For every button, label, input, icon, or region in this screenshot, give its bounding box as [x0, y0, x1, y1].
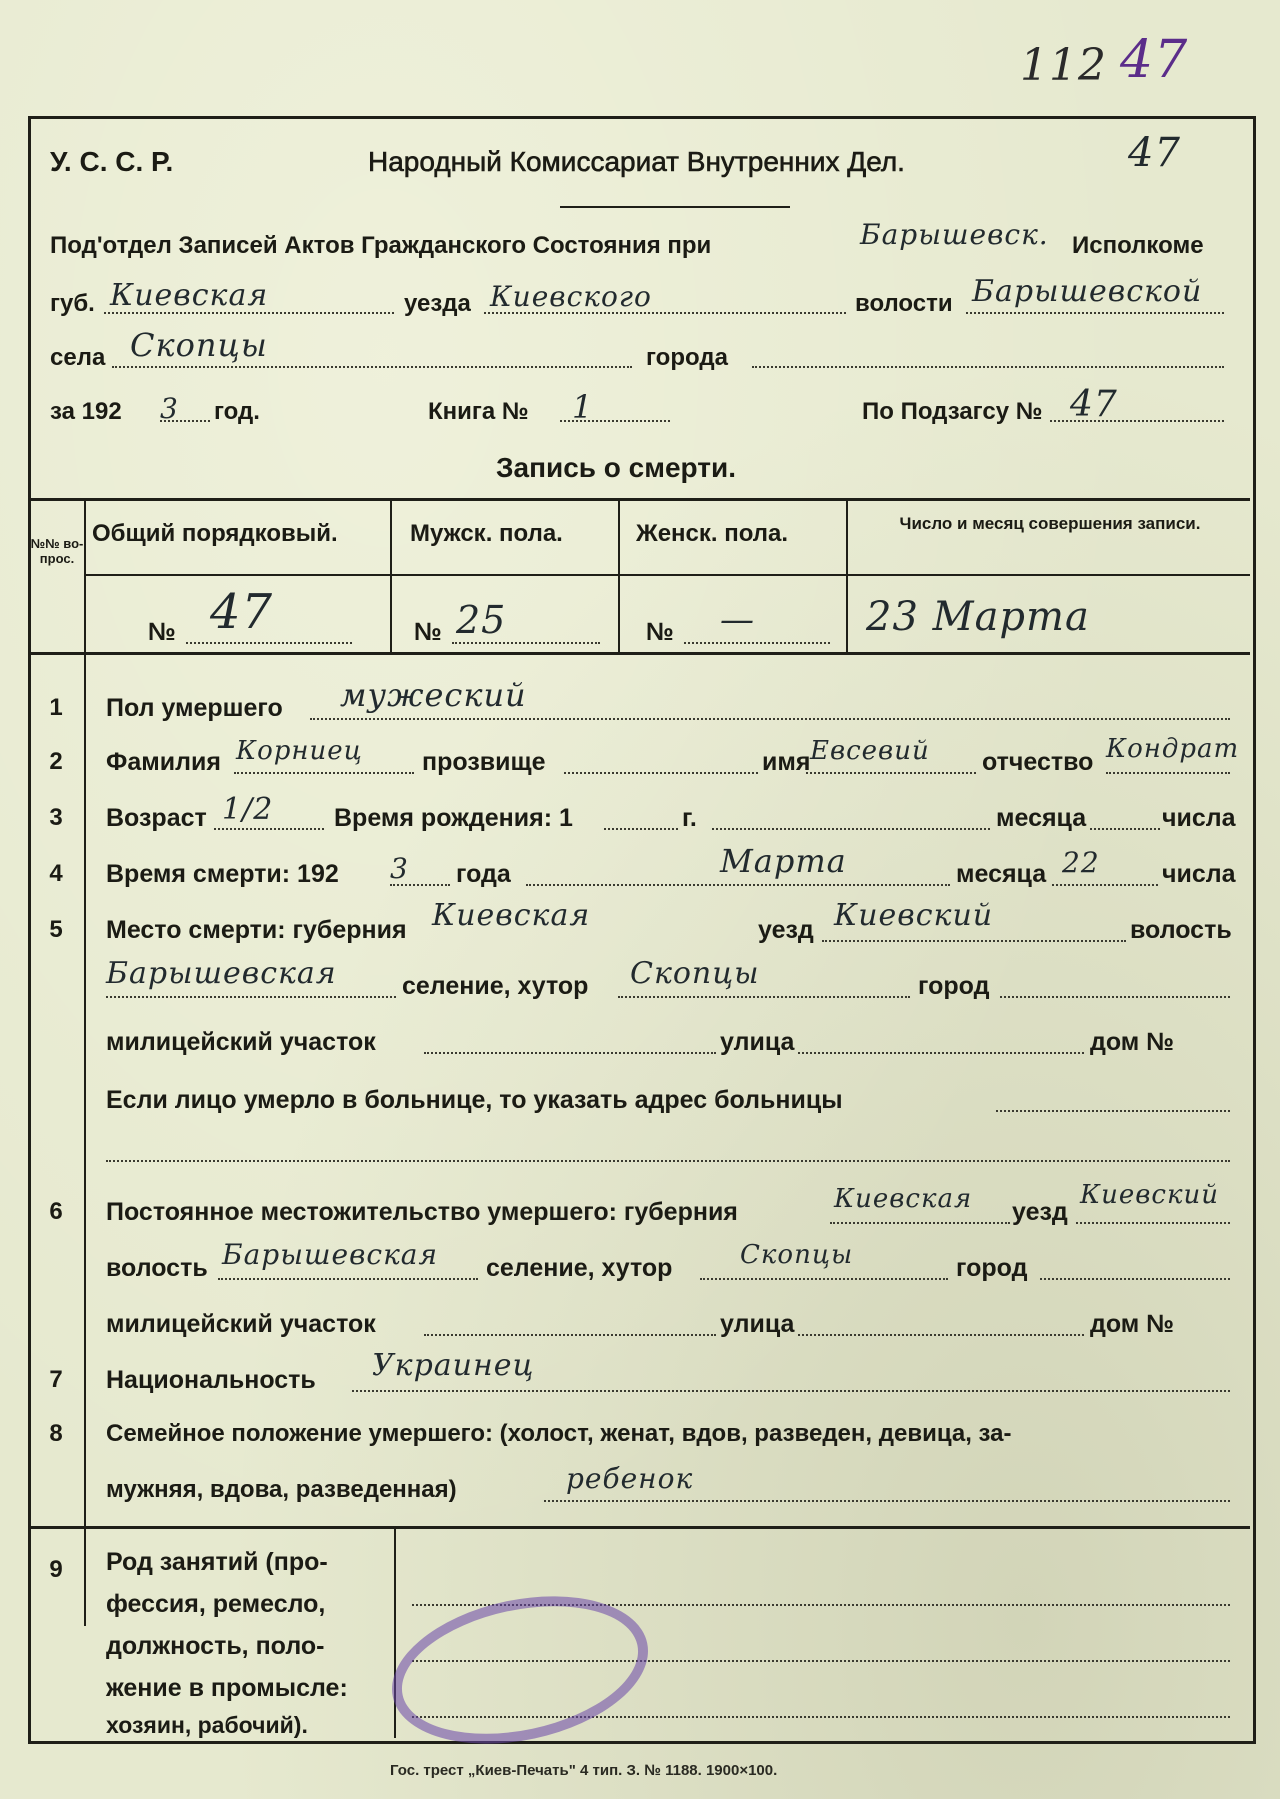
- year-line: [160, 420, 210, 422]
- general-number: 47: [210, 584, 274, 640]
- male-number: 25: [456, 598, 507, 642]
- ispolkom-label: Исполкоме: [1072, 232, 1204, 259]
- surname-label: Фамилия: [106, 748, 221, 776]
- residence-uezd-value: Киевский: [1080, 1180, 1219, 1210]
- row-number-9: 9: [49, 1556, 63, 1583]
- residence-selenie-label: селение, хутор: [486, 1254, 673, 1282]
- patronymic-label: отчество: [982, 748, 1094, 776]
- hospital-label: Если лицо умерло в больнице, то указать адрес больницы: [106, 1086, 843, 1114]
- nationality-line: [352, 1390, 1230, 1392]
- selo-line: [112, 366, 632, 368]
- death-volost-value: Барышевская: [106, 956, 337, 991]
- volost-value: Барышевской: [972, 274, 1203, 309]
- table-bottom-rule: [28, 652, 1250, 655]
- death-gorod-label: город: [918, 972, 990, 1000]
- row-number-4: 4: [49, 860, 63, 887]
- god-label: год.: [214, 398, 260, 425]
- death-year-line: [390, 884, 450, 886]
- row-number-7: 7: [49, 1366, 63, 1393]
- residence-street-label: улица: [720, 1310, 795, 1338]
- occupation-label-5: хозяин, рабочий).: [106, 1712, 308, 1738]
- residence-militia-line: [424, 1334, 716, 1336]
- patronymic-value: Кондрат: [1106, 734, 1240, 764]
- volost-line: [966, 312, 1224, 314]
- birth-month-label: месяца: [996, 804, 1087, 832]
- name-line: [806, 772, 976, 774]
- residence-militia-label: милицейский участок: [106, 1310, 376, 1338]
- gub-value: Киевская: [110, 278, 269, 313]
- general-no-label: №: [148, 618, 176, 646]
- col-rule-1: [390, 498, 392, 654]
- table-top-rule: [28, 498, 1250, 501]
- occupation-label-2: фессия, ремесло,: [106, 1590, 326, 1618]
- residence-uezd-label: уезд: [1012, 1198, 1068, 1226]
- col-vopros-header: №№ во- прос.: [30, 536, 84, 566]
- surname-line: [234, 772, 414, 774]
- residence-gub-value: Киевская: [834, 1184, 973, 1214]
- birth-year-suffix: г.: [682, 804, 697, 832]
- residence-gorod-label: город: [956, 1254, 1028, 1282]
- death-militia-label: милицейский участок: [106, 1028, 376, 1056]
- hospital-line-1: [996, 1110, 1230, 1112]
- name-label: имя: [762, 748, 811, 776]
- death-year-value: 3: [390, 852, 409, 885]
- age-label: Возраст: [106, 804, 207, 832]
- death-month-line: [526, 884, 950, 886]
- death-uezd-line: [822, 940, 1126, 942]
- marital-label-1: Семейное положение умершего: (холост, женат, вдов, разведен, девица, за-: [106, 1420, 1012, 1447]
- hospital-line-2: [106, 1160, 1230, 1162]
- female-number: —: [720, 600, 755, 640]
- row-number-5: 5: [49, 916, 63, 943]
- death-time-label: Время смерти: 192: [106, 860, 339, 888]
- deceased-sex-value: мужеский: [340, 676, 527, 714]
- row-number-3: 3: [49, 804, 63, 831]
- death-selenie-label: селение, хутор: [402, 972, 589, 1000]
- birth-year-line: [604, 828, 678, 830]
- death-month-value: Марта: [720, 842, 847, 880]
- death-gorod-line: [1000, 996, 1230, 998]
- death-street-line: [798, 1052, 1084, 1054]
- residence-house-label: дом №: [1090, 1310, 1175, 1338]
- female-line: [684, 642, 830, 644]
- patronymic-line: [1106, 772, 1230, 774]
- marital-label-2: мужняя, вдова, разведенная): [106, 1476, 457, 1503]
- residence-street-line: [798, 1334, 1084, 1336]
- residence-label: Постоянное местожительство умершего: губерния: [106, 1198, 738, 1226]
- death-day-line: [1052, 884, 1158, 886]
- selo-value: Скопцы: [130, 326, 268, 364]
- occupation-label-4: жение в промысле:: [106, 1674, 348, 1702]
- residence-volost-value: Барышевская: [222, 1238, 439, 1271]
- vopros-column-rule: [84, 498, 86, 1626]
- col-female-header: Женск. пола.: [636, 520, 789, 547]
- year-value: 3: [160, 392, 179, 425]
- gorod-line: [752, 366, 1224, 368]
- deceased-sex-label: Пол умершего: [106, 694, 283, 722]
- col-general-header: Общий порядковый.: [92, 520, 338, 547]
- age-line: [214, 828, 324, 830]
- gub-label: губ.: [50, 290, 95, 317]
- death-uezd-label: уезд: [758, 916, 814, 944]
- birth-month-line: [712, 828, 990, 830]
- selo-label: села: [50, 344, 106, 371]
- death-street-label: улица: [720, 1028, 795, 1056]
- death-volost-line: [106, 996, 396, 998]
- commissariat-title: Народный Комиссариат Внутренних Дел.: [368, 146, 905, 177]
- death-selenie-line: [618, 996, 910, 998]
- subdept-label: Под'отдел Записей Актов Гражданского Состояния при: [50, 232, 712, 259]
- record-date: 23 Марта: [866, 594, 1090, 640]
- printer-imprint: Гос. трест „Киев-Печать" 4 тип. З. № 1188. 1900×100.: [390, 1762, 778, 1779]
- record-title: Запись о смерти.: [496, 452, 736, 483]
- death-day-value: 22: [1062, 846, 1100, 879]
- name-value: Евсевий: [810, 736, 930, 766]
- death-militia-line: [424, 1052, 716, 1054]
- surname-value: Корниец: [236, 736, 363, 766]
- row-number-1: 1: [49, 694, 63, 721]
- title-underline: [560, 206, 790, 208]
- birth-day-label: числа: [1162, 804, 1236, 832]
- row-number-2: 2: [49, 748, 63, 775]
- row-number-6: 6: [49, 1198, 63, 1225]
- death-volost-label: волость: [1130, 916, 1232, 944]
- residence-gub-line: [830, 1222, 1010, 1224]
- col-date-header: Число и месяц совершения записи.: [899, 514, 1201, 533]
- occupation-top-rule: [28, 1526, 1250, 1529]
- kniga-label: Книга №: [428, 398, 529, 425]
- archive-number-new: 47: [1120, 30, 1189, 90]
- female-no-label: №: [646, 618, 674, 646]
- podzags-value: 47: [1070, 384, 1118, 425]
- gorod-label: города: [646, 344, 728, 371]
- birth-label: Время рождения: 1: [334, 804, 573, 832]
- nationality-value: Украинец: [372, 1348, 535, 1383]
- male-no-label: №: [414, 618, 442, 646]
- row-number-8: 8: [49, 1420, 63, 1447]
- nickname-label: прозвище: [422, 748, 546, 776]
- uezd-label: уезда: [404, 290, 471, 317]
- sheet-number: 47: [1128, 130, 1181, 176]
- residence-volost-line: [218, 1278, 478, 1280]
- birth-day-line: [1090, 828, 1160, 830]
- male-line: [452, 642, 600, 644]
- age-value: 1/2: [222, 792, 274, 827]
- marital-value: ребенок: [566, 1462, 694, 1495]
- deceased-sex-line: [310, 718, 1230, 720]
- death-house-label: дом №: [1090, 1028, 1175, 1056]
- table-mid-rule: [84, 574, 1250, 576]
- death-day-label: числа: [1162, 860, 1236, 888]
- residence-selenie-value: Скопцы: [740, 1240, 854, 1270]
- residence-gorod-line: [1040, 1278, 1230, 1280]
- col-rule-2: [618, 498, 620, 654]
- nationality-label: Национальность: [106, 1366, 316, 1394]
- subdept-value: Барышевск.: [860, 218, 1049, 251]
- kniga-value: 1: [572, 388, 594, 426]
- death-selenie-value: Скопцы: [630, 956, 760, 991]
- col-male-header: Мужск. пола.: [410, 520, 563, 547]
- republic-label: У. С. С. Р.: [50, 146, 174, 177]
- death-uezd-value: Киевский: [834, 898, 994, 933]
- residence-volost-label: волость: [106, 1254, 208, 1282]
- residence-uezd-line: [1076, 1222, 1230, 1224]
- occupation-label-3: должность, поло-: [106, 1632, 325, 1660]
- year-label: за 192: [50, 398, 122, 425]
- occupation-label-1: Род занятий (про-: [106, 1548, 328, 1576]
- nickname-line: [564, 772, 758, 774]
- death-gub-value: Киевская: [432, 898, 591, 933]
- death-year-suffix: года: [456, 860, 511, 888]
- uezd-value: Киевского: [490, 280, 652, 313]
- marital-line: [544, 1500, 1230, 1502]
- death-month-label: месяца: [956, 860, 1047, 888]
- general-line: [186, 642, 352, 644]
- archive-number-old: 112: [1020, 40, 1107, 91]
- residence-selenie-line: [700, 1278, 948, 1280]
- col-rule-3: [846, 498, 848, 654]
- podzags-label: По Подзагсу №: [862, 398, 1043, 425]
- death-place-label: Место смерти: губерния: [106, 916, 407, 944]
- volost-label: волости: [855, 290, 953, 317]
